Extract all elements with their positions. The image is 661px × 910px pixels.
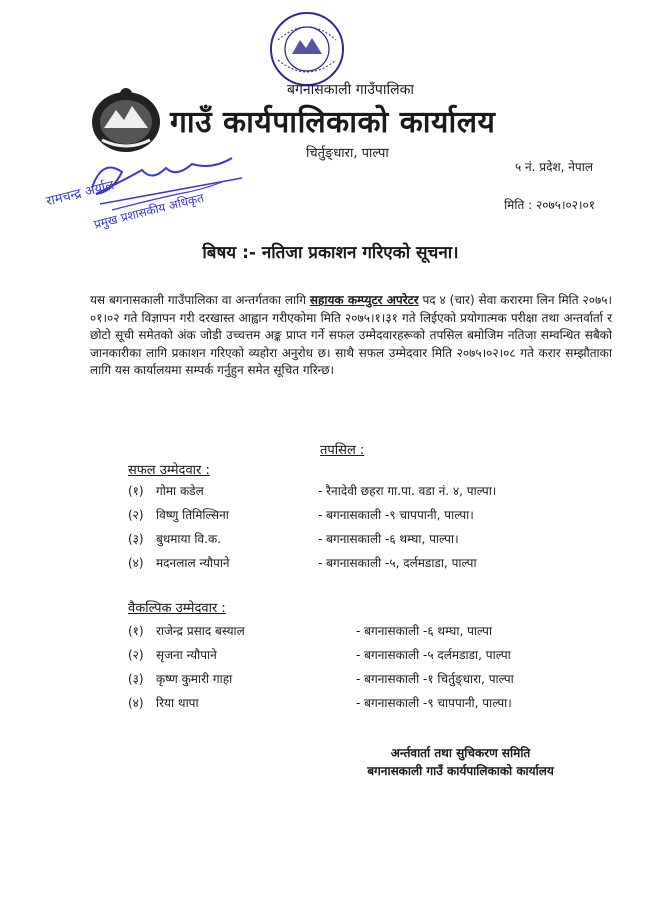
candidate-name: गोमा कडेल [156,484,204,498]
committee-office: बगनासकाली गाउँ कार्यपालिकाको कार्यालय [367,764,554,778]
province-line: ५ नं. प्रदेश, नेपाल [514,160,593,174]
office-location: चिर्तुङ्धारा, पाल्पा [306,146,389,161]
candidate-address: - रैनादेवी छहरा गा.पा. वडा नं. ४, पाल्पा। [318,484,497,498]
candidate-address: - बगनासकाली -१ चिर्तुङ्धारा, पाल्पा [356,672,514,686]
row-number: (२) [128,508,144,522]
list-item [128,506,229,523]
candidate-name: मदनलाल न्यौपाने [156,556,230,570]
candidate-name: सृजना न्यौपाने [156,648,217,662]
row-number: (१) [128,624,144,638]
notice-subject: बिषय :- नतिजा प्रकाशन गरिएको सूचना। [202,243,459,263]
candidate-name: कृष्ण कुमारी गाहा [156,672,233,686]
body-part-2: पद ४ (चार) सेवा करारमा लिन मिति २०७५।०१।०२ गते विज्ञापन गरी दरखास्त आह्वान गरीएकोमा मिति २०७५।१।३१ गते लिईएको प्रयोगात्मक परीक्षा तथा अन्तर्वार्ता र छोटो सूची समेतको अंक जोडी उच्चत्तम अङ्क प्राप्त गर्ने सफल उम्मेदवारहरूको तपसिल बमोजिम नतिजा सम्वन्धित सबैको जानकारीका लागि प्रकाशन गरिएको व्यहोरा अनुरोध छ। साथै सफल उम्मेदवार मिति २०७५।०२।०८ गते करार सम्झौताका लागि यस कार्यालयमा सम्पर्क गर्नुहुन समेत सूचित गरिन्छ। [90,293,613,377]
candidate-name: बुधमाया वि.क. [156,532,222,546]
candidate-address: - बगनासकाली -६ थम्घा, पाल्पा। [318,532,459,546]
list-item [128,646,217,663]
notice-body [90,292,612,380]
body-post-title: सहायक कम्प्युटर अपरेटर [309,293,419,307]
office-title: गाउँ कार्यपालिकाको कार्यालय [170,105,496,140]
body-part-1: यस बगनासकाली गाउँपालिका वा अन्तर्गतका लागि [90,293,310,307]
schedule-heading: तपसिल : [320,443,365,458]
signatory-name: रामचन्द्र अर्याल [44,178,116,210]
candidate-address: - बगनासकाली -९ चापपानी, पाल्पा। [356,696,512,710]
row-number: (३) [128,672,144,686]
row-number: (३) [128,532,144,546]
candidate-name: रिया थापा [156,696,199,710]
candidate-address: - बगनासकाली -९ चापपानी, पाल्पा। [318,508,474,522]
committee-name: अर्न्तवार्ता तथा सुचिकरण समिति [390,746,531,760]
notice-date: मिति : २०७५।०२।०१ [504,198,595,212]
candidate-name: विष्णु तिमिल्सिना [156,508,229,522]
row-number: (२) [128,648,144,662]
alternate-candidates-heading: वैकल्पिक उम्मेदवार : [128,601,226,616]
list-item [128,482,204,499]
office-seal-stamp [268,10,346,88]
list-item [128,694,199,711]
list-item [128,554,230,571]
municipality-name: बगनासकाली गाउँपालिका [287,82,414,98]
candidate-name: राजेन्द्र प्रसाद बस्याल [156,624,245,638]
candidate-address: - बगनासकाली -५, दर्लमडाडा, पाल्पा [318,556,477,570]
list-item [128,622,245,639]
successful-candidates-heading: सफल उम्मेदवार : [128,463,210,478]
row-number: (१) [128,484,144,498]
row-number: (४) [128,556,144,570]
list-item [128,530,221,547]
candidate-address: - बगनासकाली -५ दर्लमडाडा, पाल्पा [356,648,511,662]
candidate-address: - बगनासकाली -६ थम्घा, पाल्पा [356,624,493,638]
row-number: (४) [128,696,144,710]
signatory-role: प्रमुख प्रशासकीय अधिकृत [92,190,206,232]
list-item [128,670,232,687]
